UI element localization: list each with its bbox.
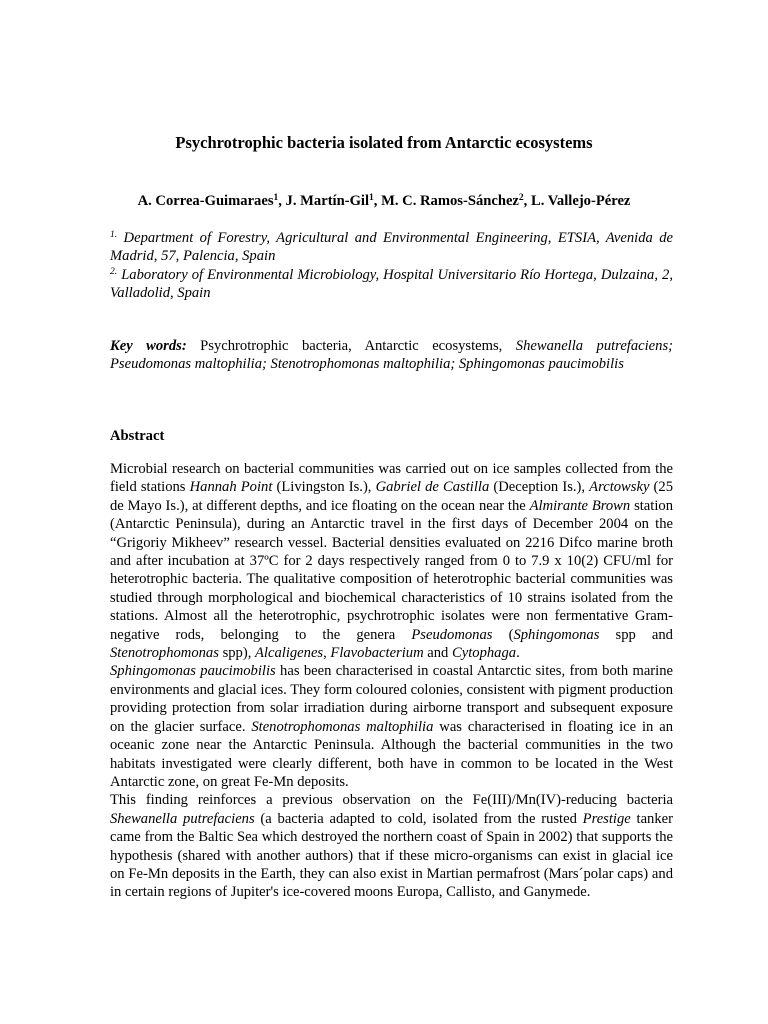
keywords-species: Shewanella putrefaciens; Pseudomonas maltophilia; Stenotrophomonas maltophilia; Sphingomonas paucimobilis [110, 338, 673, 373]
author-list: A. Correa-Guimaraes$^1$, J. Martín-Gil$^1$, M. C. Ramos-Sánchez$^2$, L. Vallejo-Pérez [137, 193, 631, 209]
abstract-paragraph-2: Sphingomonas paucimobilis has been characterised in coastal Antarctic sites, from both marine environments and glacial ices. They form coloured colonies, consistent with pigment production providing protection from solar irradiation during airborne transport and subsequent exposure on the glacier surface. Stenotrophomonas maltophilia was characterised in floating ice in an oceanic zone near the Antarctic Peninsula. Although the bacterial communities in the two habitats investigated were clearly different, both have in common to be located in the West Antarctic zone, on great Fe-Mn deposits. [110, 663, 673, 790]
author: J. Martín-Gil [285, 193, 370, 209]
keywords-label: Key words: [110, 338, 187, 354]
author-affiliation-mark: 1 [369, 193, 374, 203]
keywords [110, 337, 673, 374]
author: L. Vallejo-Pérez [530, 193, 631, 209]
paper-title: Psychrotrophic bacteria isolated from Antarctic ecosystems [175, 133, 593, 152]
abstract-paragraph-1: Microbial research on bacterial communities was carried out on ice samples collected from the field stations Hannah Point (Livingston Is.), Gabriel de Castilla (Deception Is.), Arctowsky (25 de Mayo Is.), at different depths, and ice floating on the ocean near the Almirante Brown station (Antarctic Peninsula), during an Antarctic travel in the first days of December 2004 on the “Grigoriy Mikheev” research vessel. Bacterial densities evaluated on 2216 Difco marine broth and after incubation at 37ºC for 2 days respectively ranged from 0 to 7.9 x 10(2) CFU/ml for heterotrophic bacteria. The qualitative composition of heterotrophic bacterial communities was studied through morphological and biochemical characteristics of 10 strains isolated from the stations. Almost all the heterotrophic, psychrotrophic isolates were non fermentative Gram-negative rods, belonging to the genera Pseudomonas (Sphingomonas spp and Stenotrophomonas spp), Alcaligenes, Flavobacterium and Cytophaga. [110, 461, 674, 662]
author: A. Correa-Guimaraes [137, 193, 274, 209]
author-affiliation-mark: 2 [518, 193, 524, 203]
author: M. C. Ramos-Sánchez [381, 193, 519, 209]
abstract-paragraph-3: This finding reinforces a previous observation on the Fe(III)/Mn(IV)-reducing bacteria Shewanella putrefaciens (a bacteria adapted to cold, isolated from the rusted Prestige tanker came from the Baltic Sea which destroyed the northern coast of Spain in 2002) that supports the hypothesis (shared with another authors) that if these micro-organisms can exist in glacial ice on Fe-Mn deposits in the Earth, they can also exist in Martian permafrost (Mars´polar caps) and in certain regions of Jupiter's ice-covered moons Europa, Callisto, and Ganymede. [110, 792, 673, 901]
affiliations [110, 229, 673, 303]
abstract-heading: Abstract [110, 428, 165, 444]
keywords-plain: Psychrotrophic bacteria, Antarctic ecosystems, [200, 338, 503, 354]
affiliation-1: $^{1.}$ Department of Forestry, Agricultural and Environmental Engineering, ETSIA, Avenida de Madrid, 57, Palencia, Spain [110, 230, 673, 265]
affiliation-2: $^{2.}$ Laboratory of Environmental Microbiology, Hospital Universitario Río Hortega, Dulzaina, 2, Valladolid, Spain [110, 266, 673, 302]
author-affiliation-mark: 1 [273, 193, 279, 203]
abstract-body [110, 460, 673, 902]
